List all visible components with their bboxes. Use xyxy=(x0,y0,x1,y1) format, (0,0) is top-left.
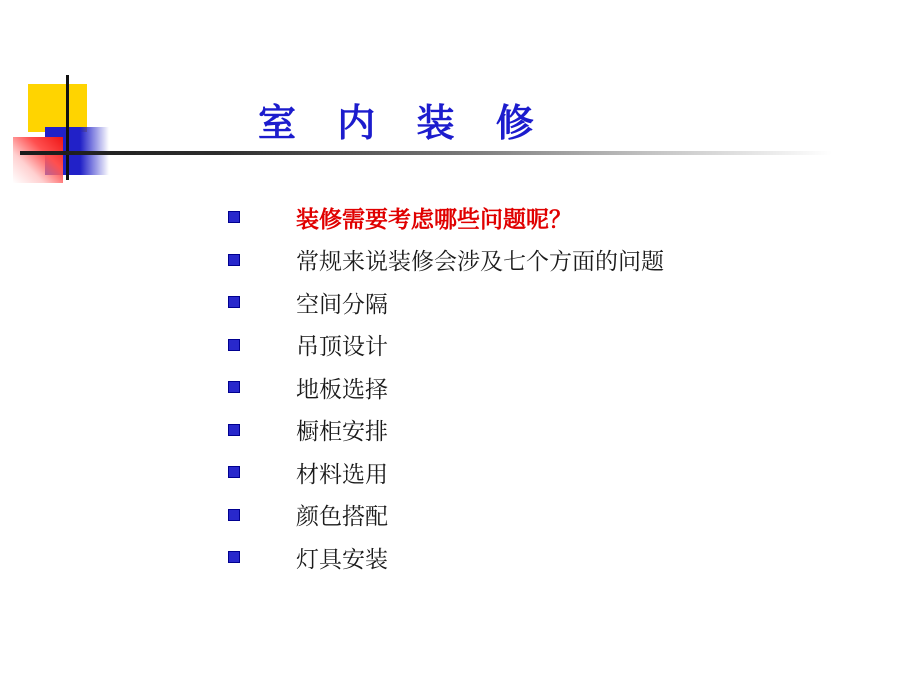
bullet-text: 材料选用 xyxy=(296,461,388,488)
bullet-text: 装修需要考虑哪些问题呢？ xyxy=(296,205,572,233)
bullet-text: 空间分隔 xyxy=(296,291,388,318)
bullet-text: 颜色搭配 xyxy=(296,504,388,531)
bullet-square-icon xyxy=(228,551,240,563)
vertical-crosshair-line xyxy=(66,75,69,180)
bullet-text: 常规来说装修会涉及七个方面的问题 xyxy=(296,249,664,276)
bullet-text: 吊顶设计 xyxy=(296,334,388,361)
bullet-square-icon xyxy=(228,339,240,351)
list-item xyxy=(228,324,788,367)
bullet-text: 灯具安装 xyxy=(296,546,388,573)
bullet-text: 地板选择 xyxy=(296,376,388,403)
bullet-square-icon xyxy=(228,509,240,521)
bullet-square-icon xyxy=(228,466,240,478)
bullet-square-icon xyxy=(228,424,240,436)
bullet-square-icon xyxy=(228,296,240,308)
list-item xyxy=(228,451,788,494)
bullet-text: 橱柜安排 xyxy=(296,419,388,446)
title-divider-line xyxy=(20,151,832,155)
list-item xyxy=(228,281,788,324)
list-item xyxy=(228,239,788,282)
yellow-square-decoration xyxy=(28,84,87,132)
bullet-list xyxy=(228,196,788,579)
list-item xyxy=(228,196,788,239)
bullet-square-icon xyxy=(228,211,240,223)
list-item xyxy=(228,494,788,537)
slide-title: 室 内 装 修 xyxy=(258,100,548,145)
list-item xyxy=(228,366,788,409)
bullet-square-icon xyxy=(228,254,240,266)
bullet-square-icon xyxy=(228,381,240,393)
red-gradient-square-decoration xyxy=(13,137,63,183)
list-item xyxy=(228,409,788,452)
list-item xyxy=(228,536,788,579)
